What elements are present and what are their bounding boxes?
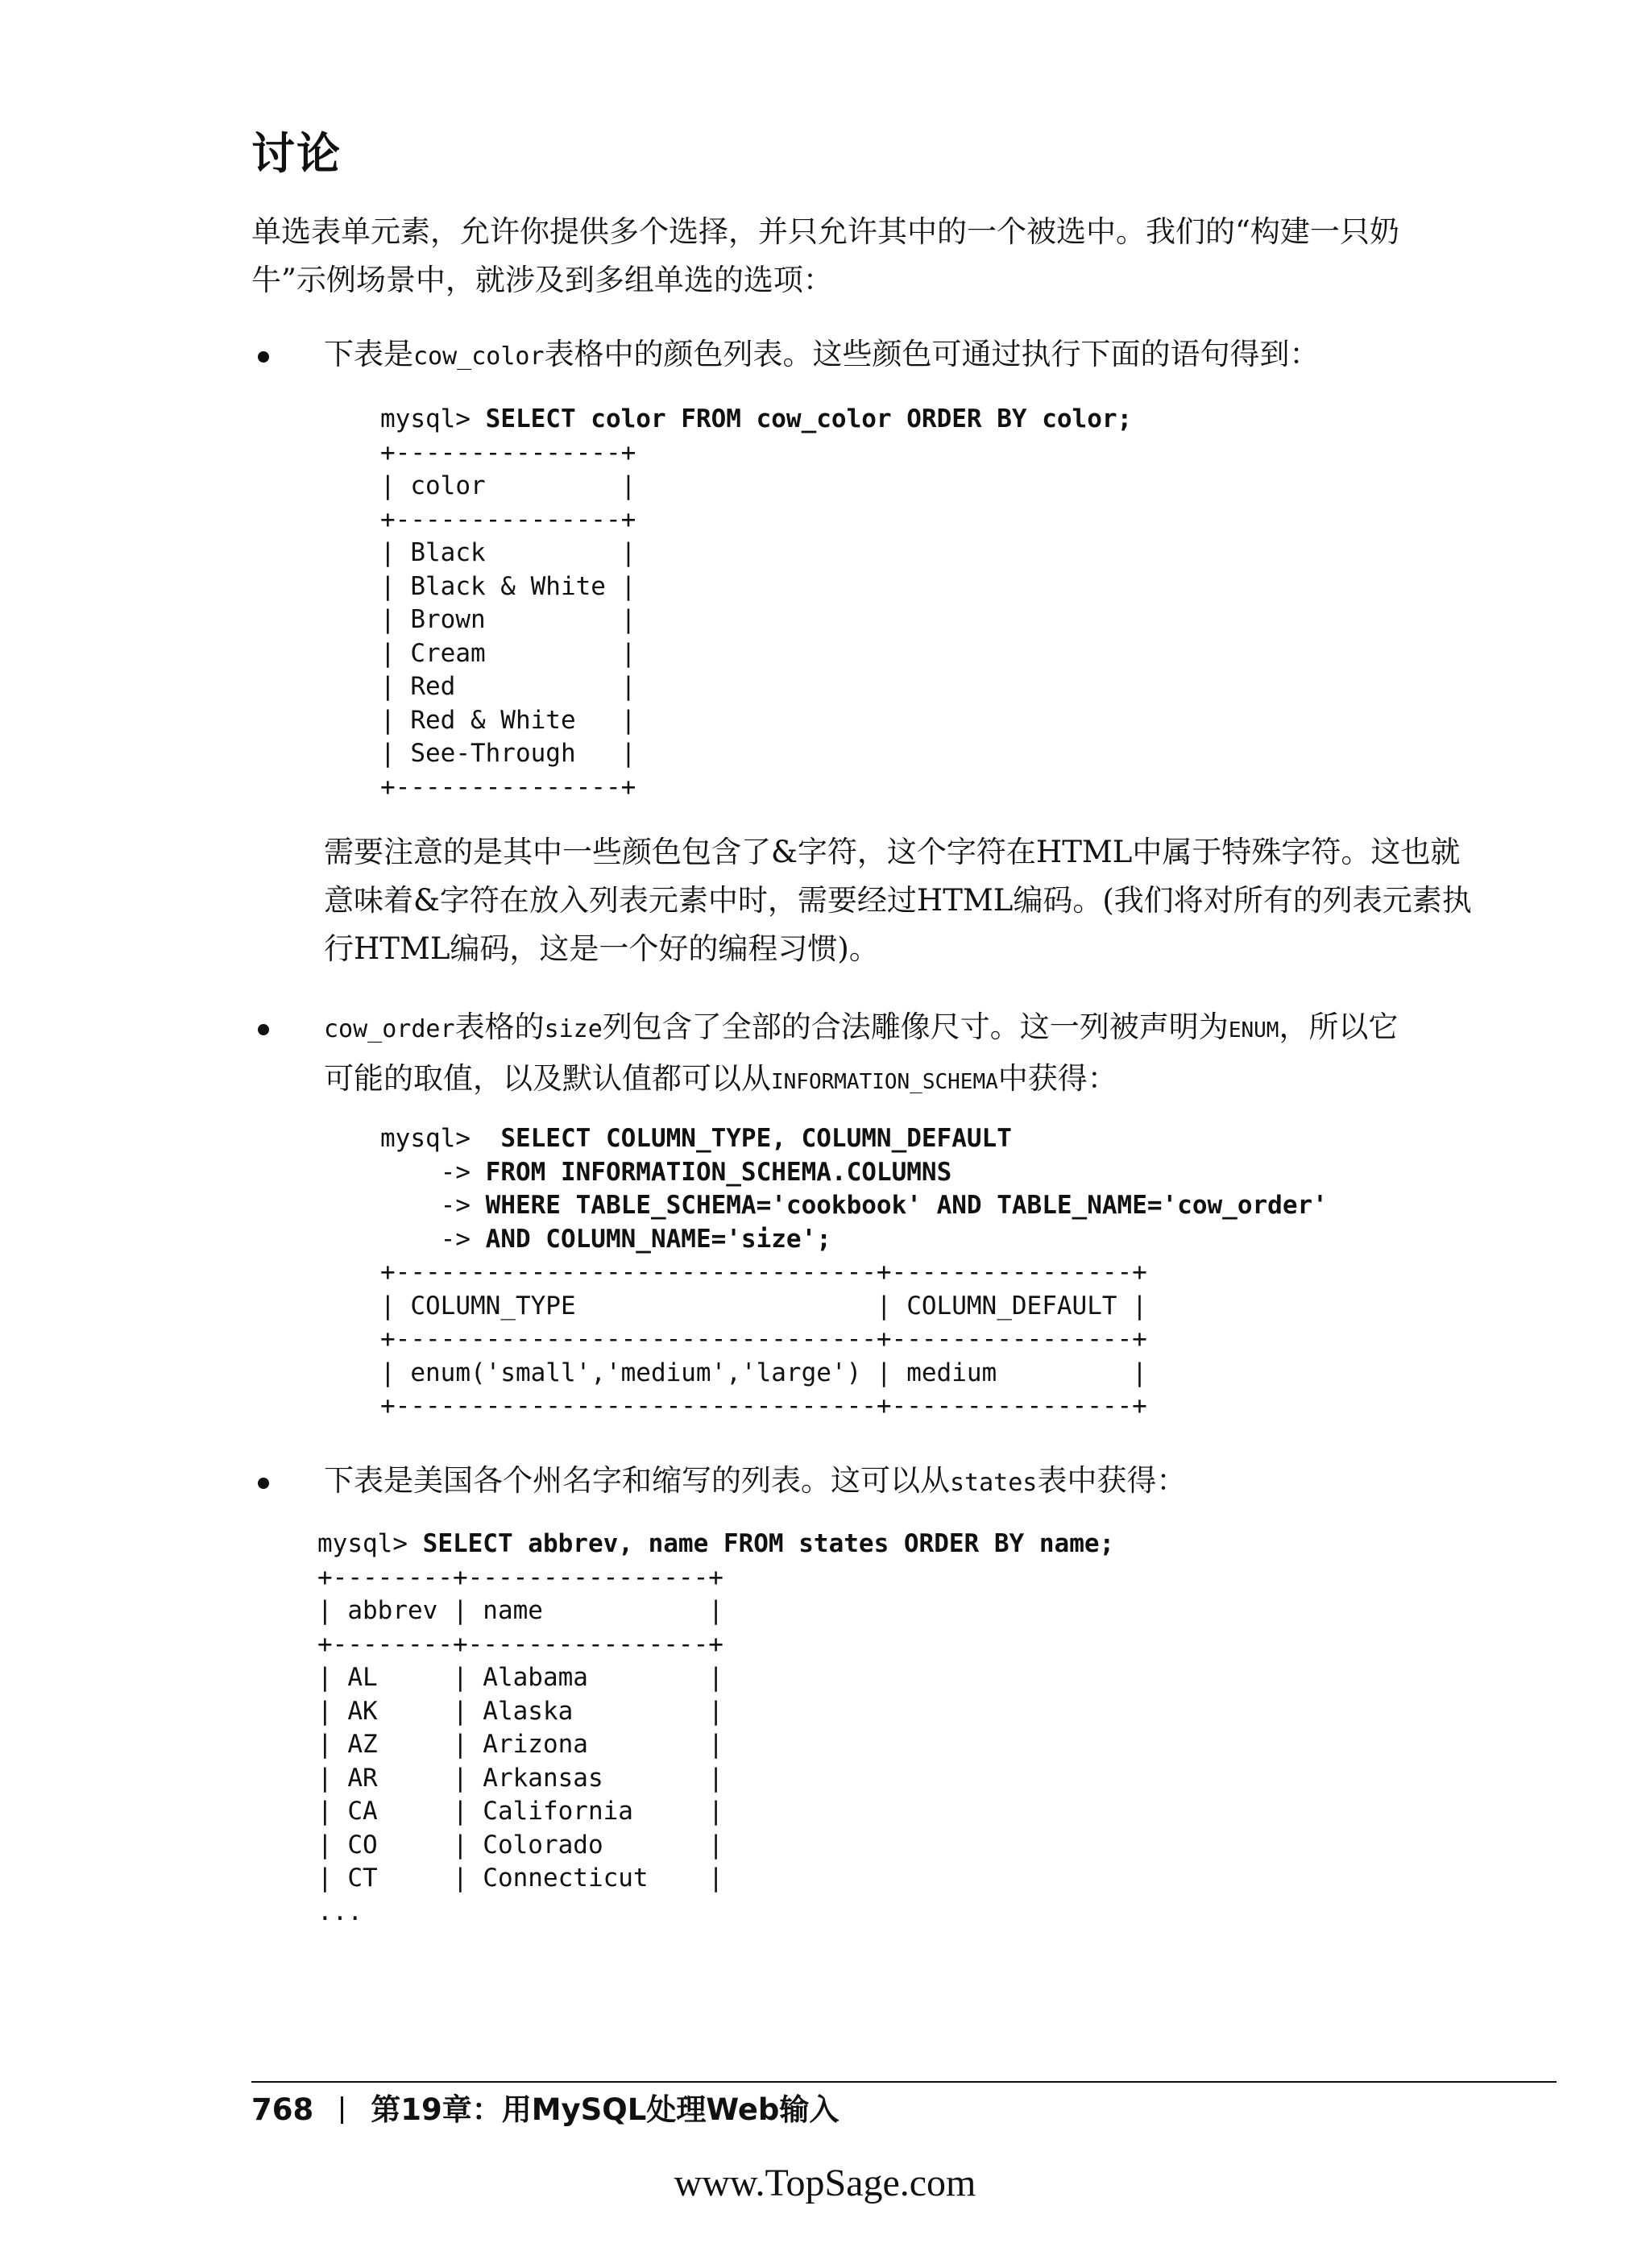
bullet-icon: [258, 1478, 269, 1489]
bullet-icon: [258, 351, 269, 363]
bullet-text: cow_order表格的size列包含了全部的合法雕像尺寸。这一列被声明为ENUM，所以它 可能的取值，以及默认值都可以从INFORMATION_SCHEMA中获得：: [324, 1010, 1399, 1096]
ampersand-note-paragraph: 需要注意的是其中一些颜色包含了&字符，这个字符在HTML中属于特殊字符。这也就 意味着&字符在放入列表元素中时，需要经过HTML编码。(我们将对所有的列表元素执 行HTML编码，这是一个好的编程习惯)。: [324, 835, 1472, 966]
code-block-states: mysql> SELECT abbrev, name FROM states ORDER BY name; +--------+----------------+ | abbrev | name | +--------+----------------+ | AL | Alabama | | AK | Alaska | | AZ | Arizona | | AR | Arkansas | | CA | California | | CO | Colorado | | CT | Connecticut | ...: [317, 1529, 1115, 1926]
intro-paragraph: [251, 208, 1557, 305]
bullet-icon: [258, 1024, 269, 1035]
bullet-item-states: [251, 1457, 1557, 1507]
footer-separator: [341, 2096, 343, 2124]
code-block-column-type: mysql> SELECT COLUMN_TYPE, COLUMN_DEFAULT -> FROM INFORMATION_SCHEMA.COLUMNS -> WHERE TABLE_SCHEMA='cookbook' AND TABLE_NAME='cow_order' -> AND COLUMN_NAME='size'; +--------------------------------+----------------+ | COLUMN_TYPE | COLUMN_DEFAULT | +--------------------------------+----------------+ | enum('small','medium','large') | medium | +--------------------------------+----------------+: [380, 1124, 1328, 1420]
intro-line-2: 牛”示例场景中，就涉及到多组单选的选项：: [251, 263, 833, 297]
bullet-item-cow-order-size: [251, 1003, 1557, 1106]
watermark-url: www.TopSage.com: [674, 2162, 976, 2204]
page-number: 768: [251, 2092, 314, 2127]
intro-line-1: 单选表单元素，允许你提供多个选择，并只允许其中的一个被选中。我们的“构建一只奶: [251, 214, 1399, 249]
bullet-text: 下表是美国各个州名字和缩写的列表。这可以从states表中获得：: [324, 1463, 1187, 1498]
chapter-title: 第19章：用MySQL处理Web输入: [371, 2092, 840, 2127]
code-block-cow-color: mysql> SELECT color FROM cow_color ORDER BY color; +---------------+ | color | +---------------+ | Black | | Black & White | | Brown | | Cream | | Red | | Red & White | | See-Through | +---------------+: [380, 404, 1133, 802]
footer-rule: [251, 2081, 1557, 2083]
page-footer: [251, 2088, 839, 2133]
bullet-text: 下表是cow_color表格中的颜色列表。这些颜色可通过执行下面的语句得到：: [324, 337, 1320, 371]
section-heading: 讨论: [251, 128, 342, 179]
bullet-item-cow-color: [251, 330, 1557, 381]
